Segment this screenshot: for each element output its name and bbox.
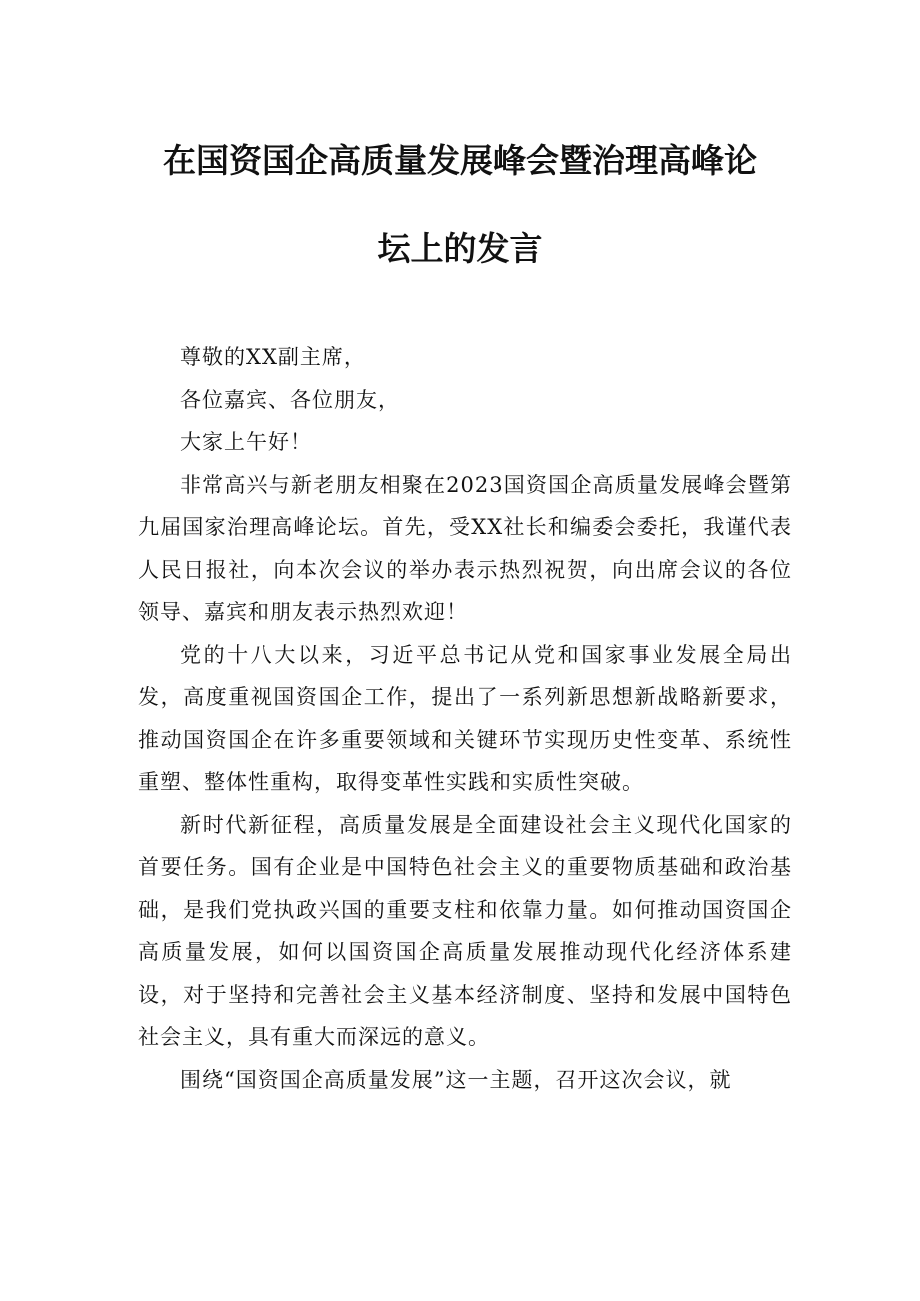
document-title-line-2: 坛上的发言 <box>377 229 543 268</box>
body-paragraph: 新时代新征程，高质量发展是全面建设社会主义现代化国家的首要任务。国有企业是中国特色社会主义的重要物质基础和政治基础，是我们党执政兴国的重要支柱和依靠力量。如何推动国资国企高质量发展，如何以国资国企高质量发展推动现代化经济体系建设，对于坚持和完善社会主义基本经济制度、坚持和发展中国特色社会主义，具有重大而深远的意义。 <box>138 812 792 1049</box>
body-paragraph: 党的十八大以来，习近平总书记从党和国家事业发展全局出发，高度重视国资国企工作，提出了一系列新思想新战略新要求，推动国资国企在许多重要领域和关键环节实现历史性变革、系统性重塑、整体性重构，取得变革性实践和实质性突破。 <box>138 642 792 794</box>
body-paragraph: 非常高兴与新老朋友相聚在2023国资国企高质量发展峰会暨第九届国家治理高峰论坛。首先，受XX社长和编委会委托，我谨代表人民日报社，向本次会议的举办表示热烈祝贺，向出席会议的各位领导、嘉宾和朋友表示热烈欢迎！ <box>138 472 792 624</box>
greeting-line: 尊敬的XX副主席， <box>180 345 366 369</box>
greeting-line: 大家上午好！ <box>180 430 312 454</box>
body-paragraph: 围绕“国资国企高质量发展”这一主题，召开这次会议，就 <box>180 1067 732 1092</box>
document-title-line-1: 在国资国企高质量发展峰会暨治理高峰论 <box>163 141 757 180</box>
document-body <box>138 336 792 1101</box>
greeting-line: 各位嘉宾、各位朋友， <box>180 387 400 412</box>
